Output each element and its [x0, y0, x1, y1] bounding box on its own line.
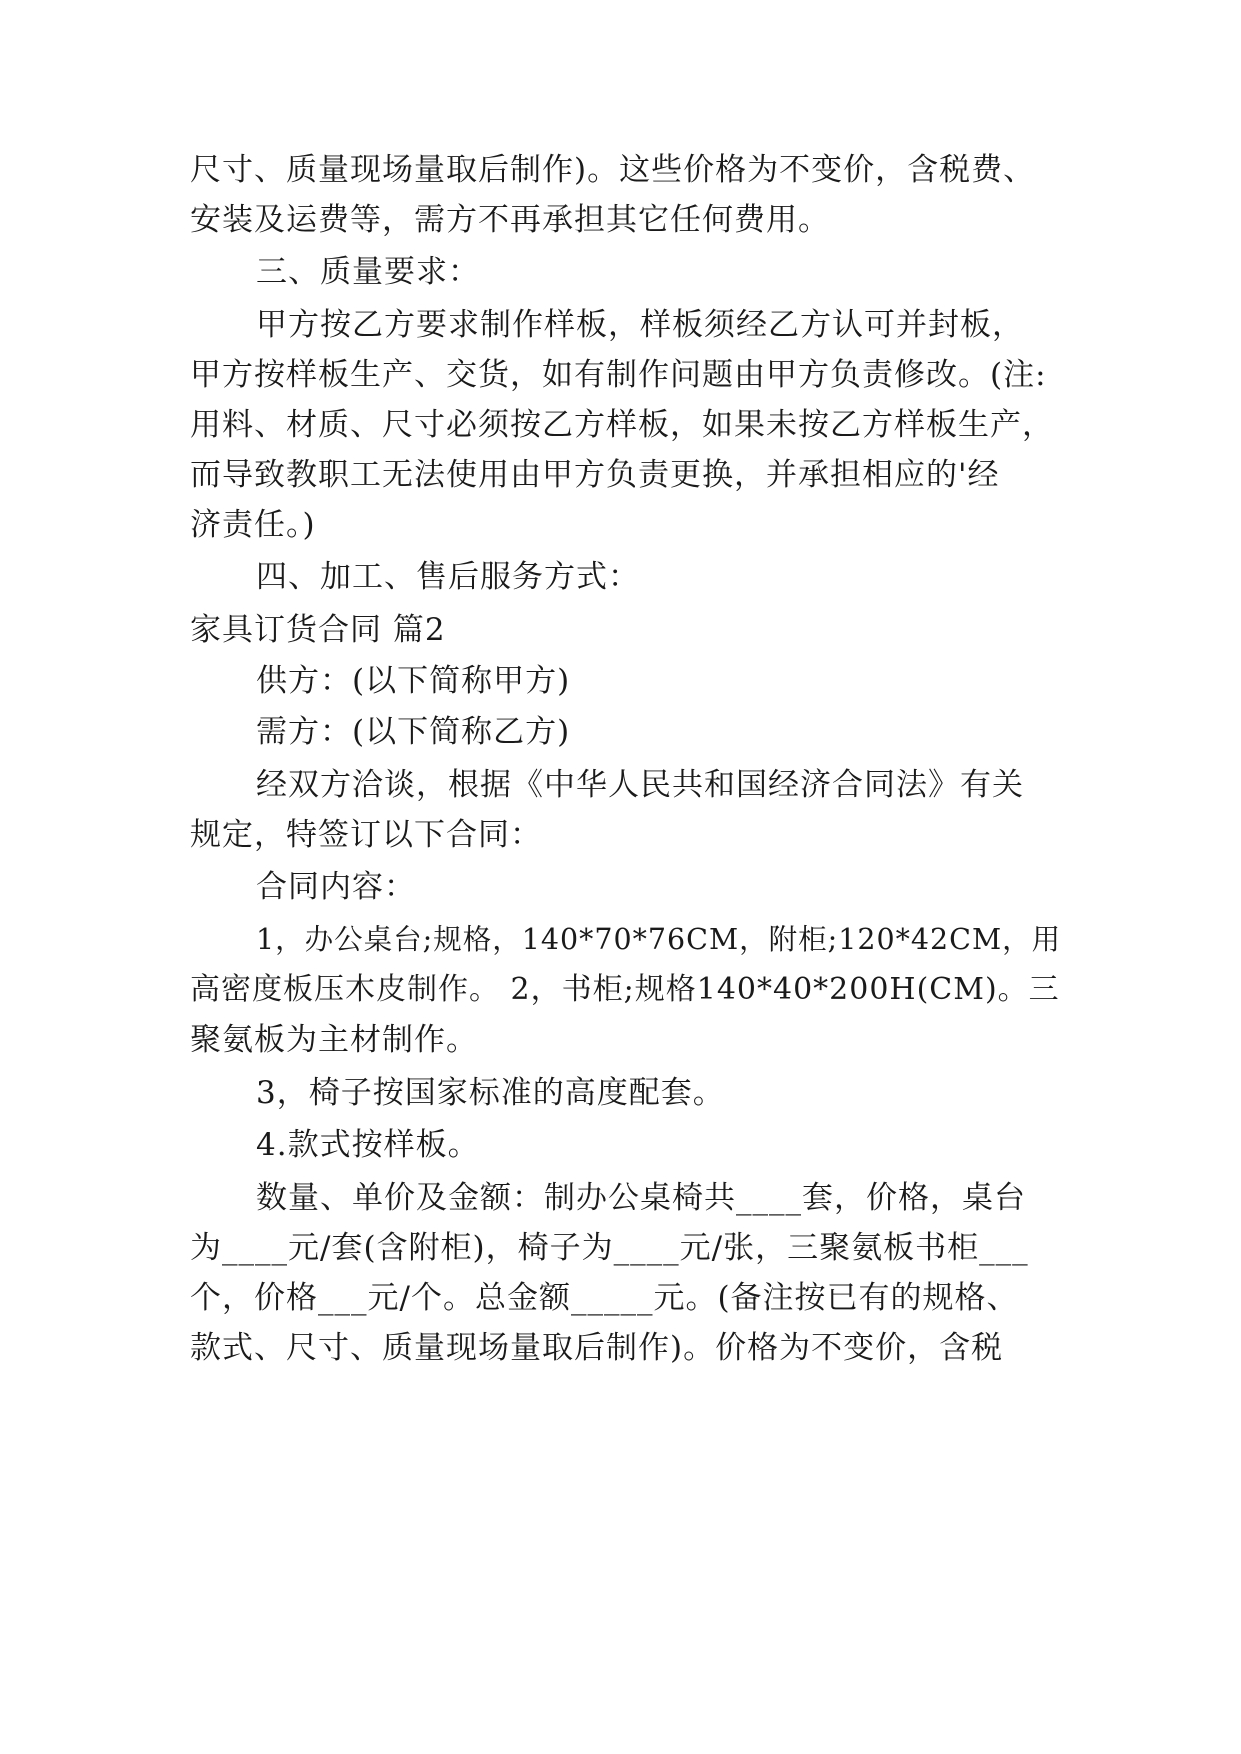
text-line: 甲方按乙方要求制作样板，样板须经乙方认可并封板， [256, 307, 1024, 343]
section-heading-service: 四、加工、售后服务方式： [256, 559, 640, 595]
text-line: 3，椅子按国家标准的高度配套。 [256, 1075, 725, 1111]
buyer-line: 需方：(以下简称乙方) [256, 714, 571, 750]
text-line: 规定，特签订以下合同： [190, 817, 542, 853]
text-line: 数量、单价及金额：制办公桌椅共____套，价格，桌台 [256, 1180, 1026, 1216]
supplier-line: 供方：(以下简称甲方) [256, 663, 571, 699]
text-line: 1，办公桌台;规格，140*70*76CM，附柜;120*42CM，用 [256, 923, 1062, 956]
text-line: 个，价格___元/个。总金额_____元。(备注按已有的规格、 [190, 1280, 1019, 1316]
text-line: 用料、材质、尺寸必须按乙方样板，如果未按乙方样板生产， [190, 407, 1054, 443]
text-line: 经双方洽谈，根据《中华人民共和国经济合同法》有关 [256, 767, 1024, 803]
text-line: 济责任。) [190, 507, 316, 543]
text-line: 款式、尺寸、质量现场量取后制作)。价格为不变价，含税 [190, 1330, 1004, 1366]
text-line: 高密度板压木皮制作。 2，书柜;规格140*40*200H(CM)。三 [190, 972, 1060, 1007]
text-line: 甲方按样板生产、交货，如有制作问题由甲方负责修改。(注: [190, 357, 1047, 393]
section-heading-content: 合同内容： [256, 869, 416, 905]
text-line: 为____元/套(含附柜)，椅子为____元/张，三聚氨板书柜___ [190, 1230, 1029, 1266]
text-line: 4.款式按样板。 [256, 1127, 480, 1163]
text-line: 尺寸、质量现场量取后制作)。这些价格为不变价，含税费、 [190, 152, 1036, 188]
text-line: 安装及运费等，需方不再承担其它任何费用。 [190, 202, 830, 238]
text-line: 聚氨板为主材制作。 [190, 1022, 478, 1058]
text-line: 而导致教职工无法使用由甲方负责更换，并承担相应的'经 [190, 457, 1000, 493]
contract-title: 家具订货合同 篇2 [190, 612, 446, 648]
section-heading-quality: 三、质量要求： [256, 254, 480, 290]
